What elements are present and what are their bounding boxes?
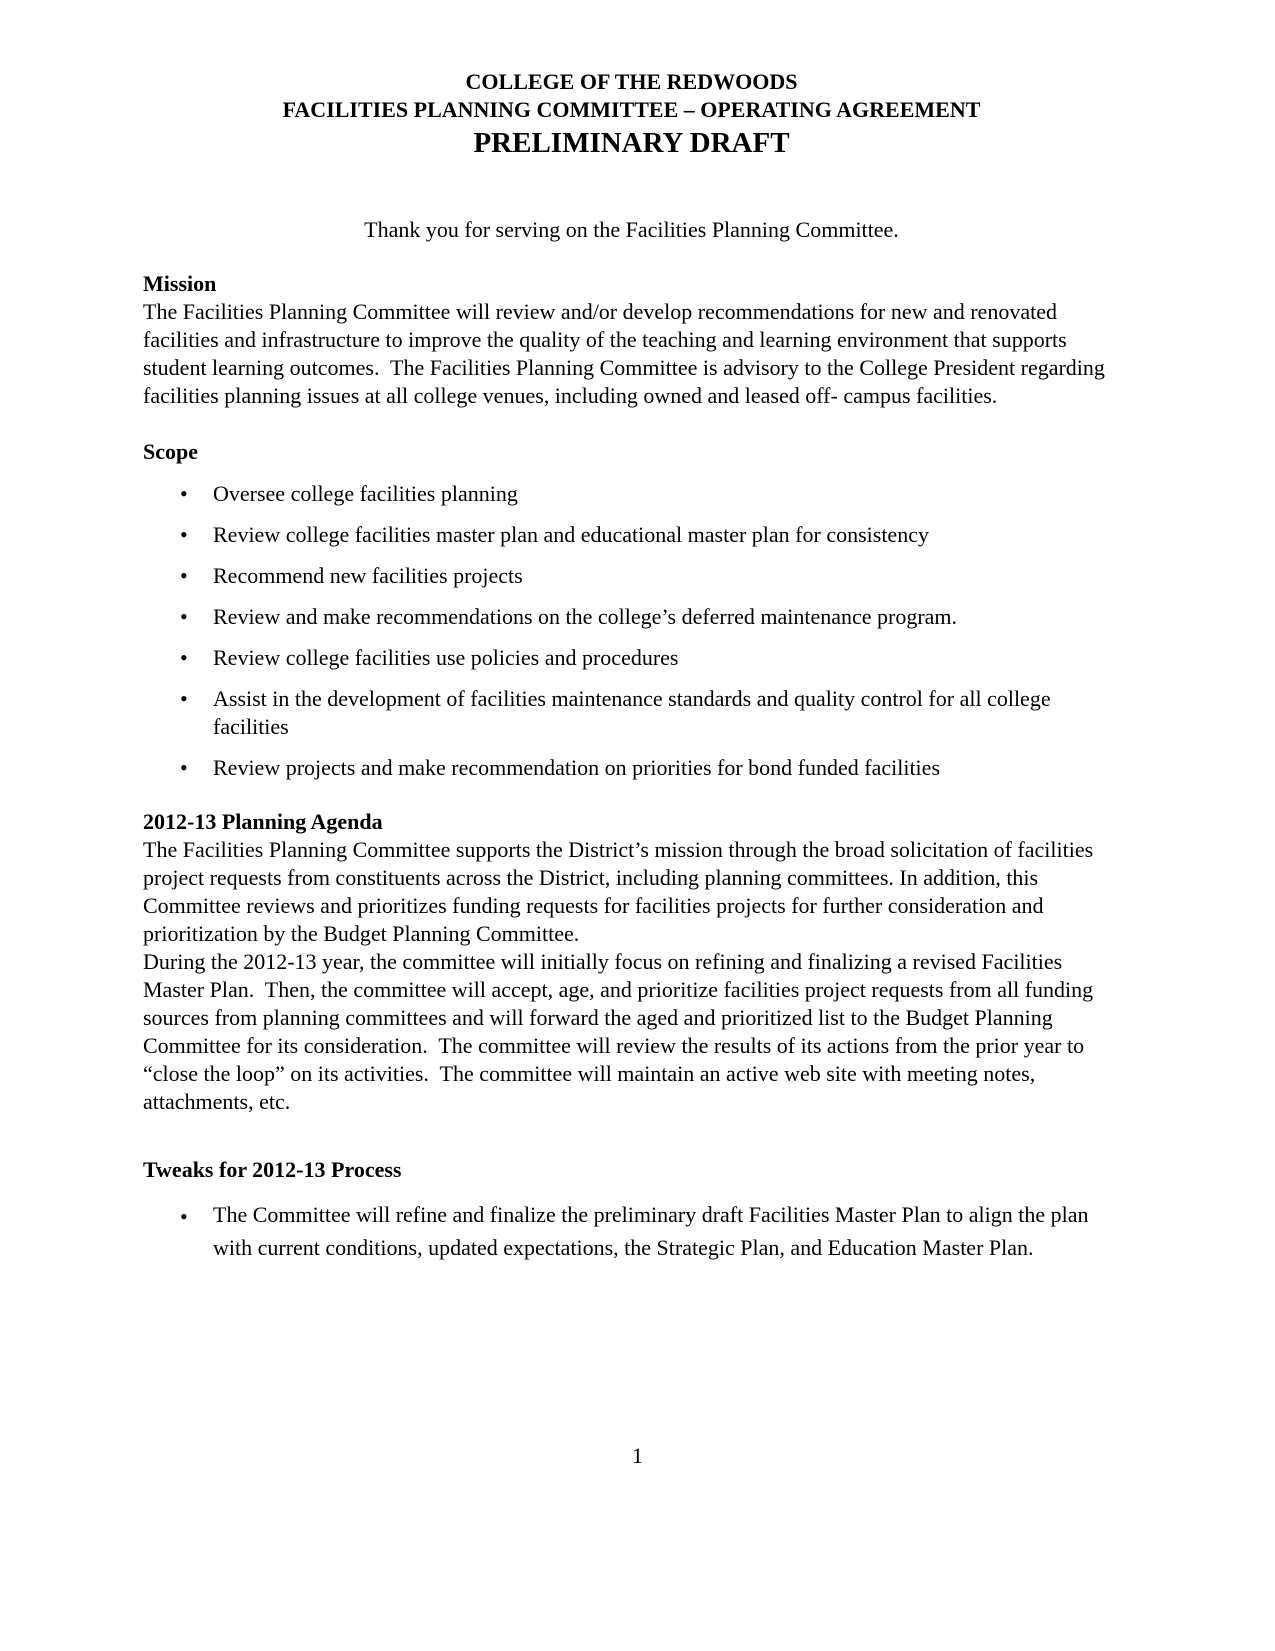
planning-agenda-heading: 2012-13 Planning Agenda — [143, 809, 383, 834]
scope-bullet-7: • Review projects and make recommendation on priorities for bond funded facilities — [143, 754, 1120, 782]
planning-agenda-paragraph-2: During the 2012-13 year, the committee will initially focus on refining and finalizing a revised Facilities Master Plan. Then, the committee will accept, age, and prioritize facilities project requests from all funding sources from planning committees and will forward the aged and prioritized list to the Budget Planning Committee for its consideration. The committee will review the results of its actions from the prior year to “close the loop” on its activities. The committee will maintain an active web site with meeting notes, attachments, etc. — [143, 949, 1099, 1114]
scope-bullet-3: • Recommend new facilities projects — [143, 562, 1120, 590]
scope-bullet-list — [143, 480, 1120, 782]
planning-agenda-paragraph-1: The Facilities Planning Committee supports the District’s mission through the broad solicitation of facilities project requests from constituents across the District, including planning committees. In addition, this Committee reviews and prioritizes funding requests for facilities projects for further consideration and prioritization by the Budget Planning Committee. — [143, 837, 1099, 946]
mission-body: The Facilities Planning Committee will review and/or develop recommendations for new and renovated facilities and infrastructure to improve the quality of the teaching and learning environment that supports student learning outcomes. The Facilities Planning Committee is advisory to the College President regarding facilities planning issues at all college venues, including owned and leased off- campus facilities. — [143, 299, 1111, 408]
tweaks-bullet-1: • The Committee will refine and finalize the preliminary draft Facilities Master Plan to align the plan with current conditions, updated expectations, the Strategic Plan, and Education Master Plan. — [143, 1198, 1120, 1264]
page-number: 1 — [632, 1443, 643, 1468]
mission-heading: Mission — [143, 271, 217, 296]
scope-bullet-4: • Review and make recommendations on the college’s deferred maintenance program. — [143, 603, 1120, 631]
doc-title-line-2: FACILITIES PLANNING COMMITTEE – OPERATING AGREEMENT — [282, 97, 981, 122]
doc-title-line-1: COLLEGE OF THE REDWOODS — [465, 69, 798, 94]
tweaks-bullet-list — [143, 1198, 1120, 1264]
doc-title-draft: PRELIMINARY DRAFT — [473, 127, 790, 159]
scope-bullet-6: • Assist in the development of facilities maintenance standards and quality control for all college facilities — [143, 685, 1120, 741]
tweaks-heading: Tweaks for 2012-13 Process — [143, 1157, 402, 1182]
scope-bullet-2: • Review college facilities master plan and educational master plan for consistency — [143, 521, 1120, 549]
scope-bullet-5: • Review college facilities use policies and procedures — [143, 644, 1120, 672]
scope-heading: Scope — [143, 439, 198, 464]
intro-text: Thank you for serving on the Facilities Planning Committee. — [364, 217, 899, 242]
scope-bullet-1: • Oversee college facilities planning — [143, 480, 1120, 508]
document-header — [143, 68, 1120, 162]
